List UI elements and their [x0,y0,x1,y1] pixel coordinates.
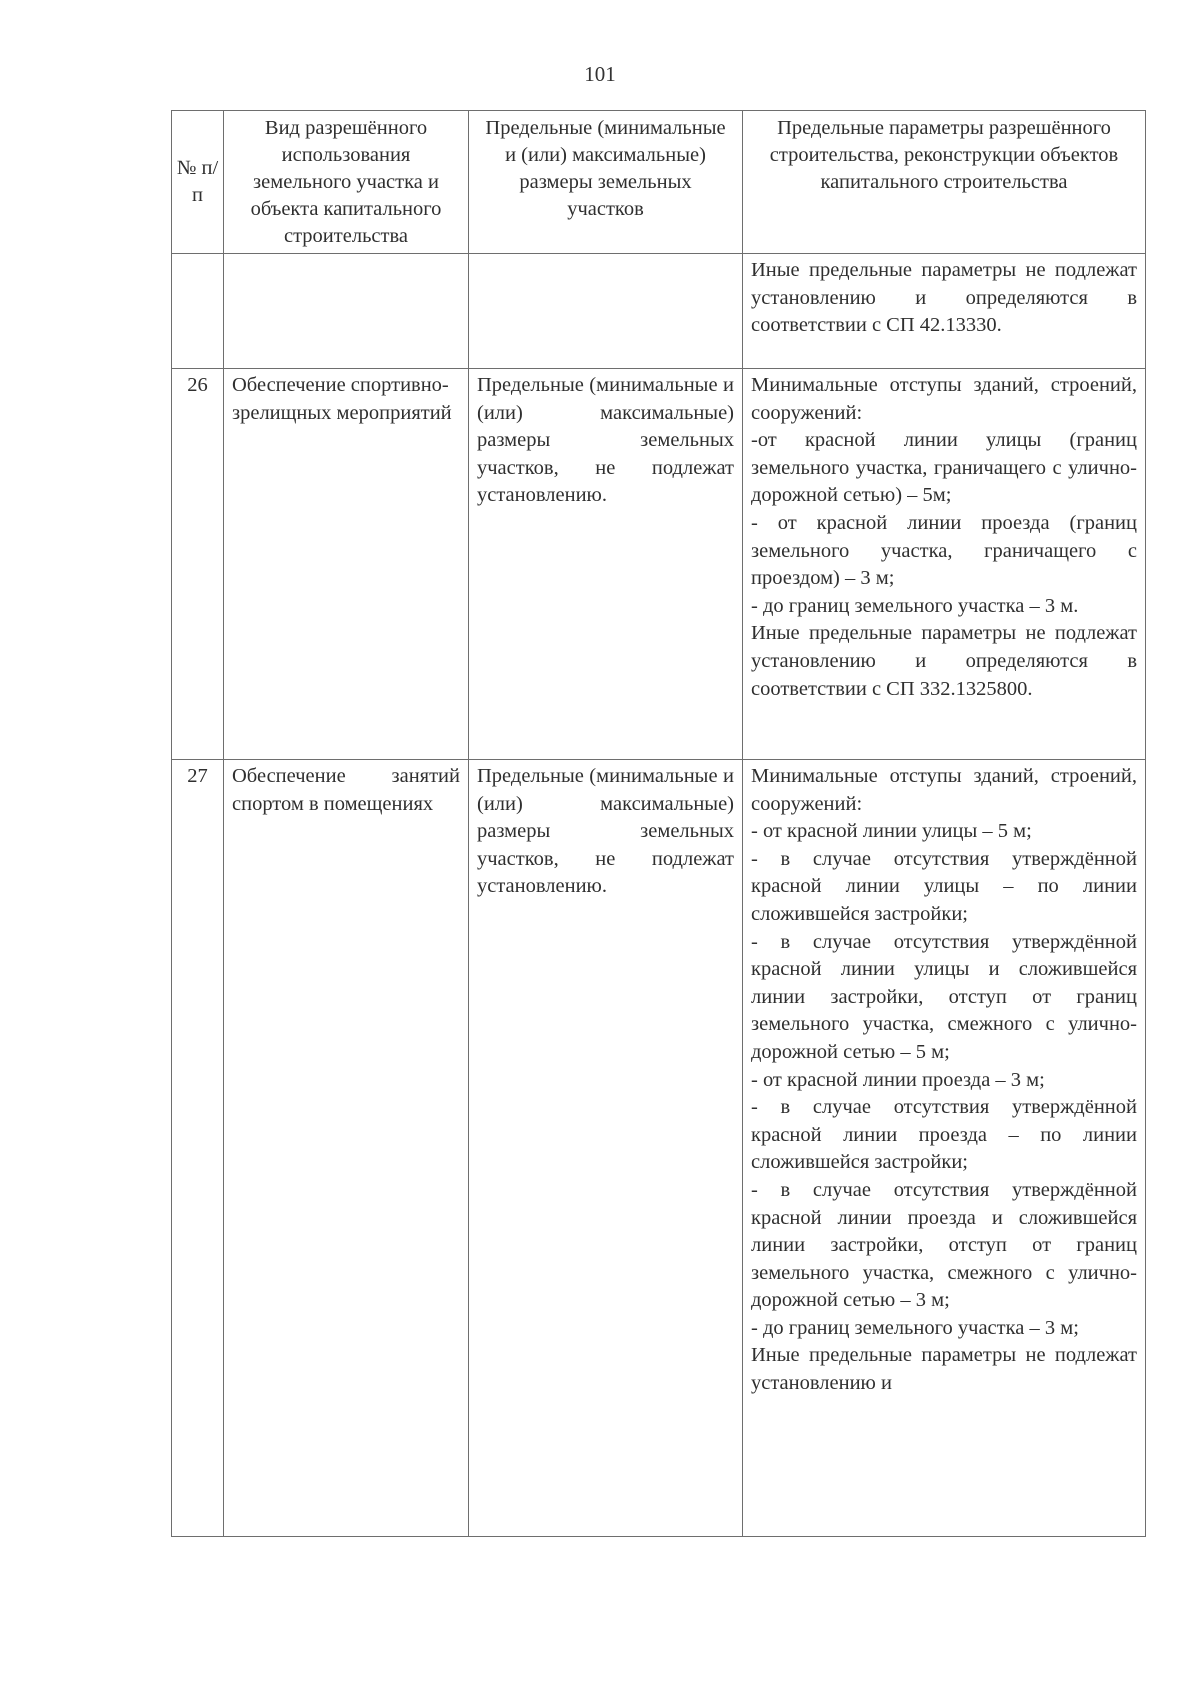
param-line: - в случае отсутствия утверждённой красной линии улицы и сложившейся линии застройки, отступ от границ земельного участка, смежного с улично-дорожной сетью – 5 м; [751,930,1137,1063]
header-permitted-use: Вид разрешённого использования земельного участка и объекта капитального строительства [224,111,469,254]
cell-construction-params [743,760,1146,1537]
param-line: - до границ земельного участка – 3 м; [751,1316,1079,1339]
param-line: - до границ земельного участка – 3 м. [751,594,1079,617]
header-number: № п/п [172,111,224,254]
cell-permitted-use [224,254,469,369]
param-line: - от красной линии улицы – 5 м; [751,820,1032,843]
param-line: Иные предельные параметры не подлежат установлению и [751,1344,1137,1395]
cell-permitted-use: Обеспечение занятий спортом в помещениях [224,760,469,1537]
header-construction-params: Предельные параметры разрешённого строительства, реконструкции объектов капитального строительства [743,111,1146,254]
page-number: 101 [584,62,616,86]
param-line: Иные предельные параметры не подлежат установлению и определяются в соответствии с СП 332.1325800. [751,622,1137,700]
table-header [172,111,1146,254]
table-row-27 [172,760,1146,1537]
param-line: - в случае отсутствия утверждённой красной линии улицы – по линии сложившейся застройки; [751,847,1137,925]
param-line: - от красной линии проезда (границ земельного участка, граничащего с проездом) – 3 м; [751,511,1137,590]
cell-permitted-use: Обеспечение спортивно-зрелищных мероприятий [224,369,469,760]
table-row-continuation [172,254,1146,369]
param-line: - от красной линии проезда – 3 м; [751,1068,1045,1091]
cell-number [172,254,224,369]
cell-construction-params [743,254,1146,369]
regulations-table [171,110,1146,1537]
param-line: -от красной линии улицы (границ земельного участка, граничащего с улично-дорожной сетью) – 5м; [751,429,1137,507]
cell-number: 26 [172,369,224,760]
table-row-26 [172,369,1146,760]
param-line: Минимальные отступы зданий, строений, сооружений: [751,765,1137,815]
cell-plot-size: Предельные (минимальные и (или) максимальные) размеры земельных участков, не подлежат установлению. [469,369,743,760]
param-line: - в случае отсутствия утверждённой красной линии проезда и сложившейся линии застройки, отступ от границ земельного участка, смежного с улично-дорожной сетью – 3 м; [751,1178,1137,1312]
cell-plot-size [469,254,743,369]
cell-construction-params [743,369,1146,760]
table-body [172,254,1146,1537]
param-line: Минимальные отступы зданий, строений, сооружений: [751,374,1137,424]
header-plot-size: Предельные (минимальные и (или) максимальные) размеры земельных участков [469,111,743,254]
header-row [172,111,1146,254]
param-line: Иные предельные параметры не подлежат установлению и определяются в соответствии с СП 42.13330. [751,259,1137,337]
cell-plot-size: Предельные (минимальные и (или) максимальные) размеры земельных участков, не подлежат установлению. [469,760,743,1537]
param-line: - в случае отсутствия утверждённой красной линии проезда – по линии сложившейся застройки; [751,1096,1137,1174]
cell-number: 27 [172,760,224,1537]
